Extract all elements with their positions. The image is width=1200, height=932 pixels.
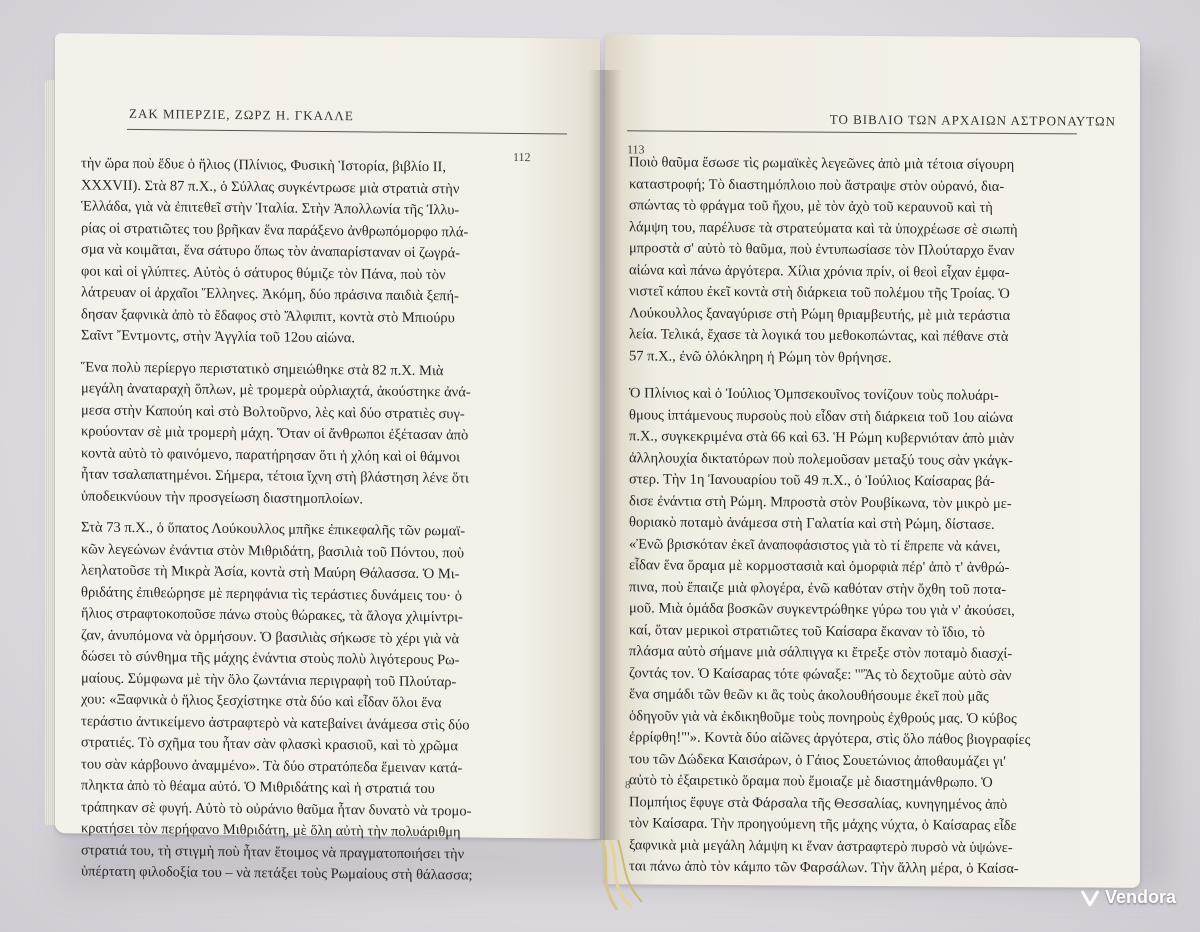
text-line: XXXVII). Στὰ 87 π.Χ., ὁ Σύλλας συγκέντρωσε μιὰ στρατιὰ στὴν [81,176,460,197]
text-line: ἥλιος στραφτοκοποῦσε πάνω στοὺς θώρακες, τὰ ἄλογα χλιμίντρι- [81,605,463,626]
text-line: αἰώνα καὶ πάνω ἀργότερα. Χίλια χρόνια πρίν, οἱ θεοὶ εἶχαν ἐμφα- [629,261,1010,281]
right-header-rule [627,130,1077,134]
text-line: σπώντας τὸ φράγμα τοῦ ἤχου, μὲ τὸν ἀχὸ τοῦ κεραυνοῦ καὶ τὴ [629,197,993,216]
text-line: δισε ἐνάντια στὴ Ρώμη. Μπροστὰ στὸν Ρουβίκωνα, τὸν μικρὸ με- [629,492,1012,512]
text-line: χου: «Ξαφνικὰ ὁ ἥλιος ξεσχίστηκε στὰ δύο καὶ εἶδαν ὅλοι ἕνα [81,691,442,712]
text-line: φοι καὶ οἱ γλύπτες. Αὐτὸς ὁ σάτυρος θύμιζε τὸν Πάνα, ποὺ τὸν [81,262,446,283]
text-line: ἐρρίφθη!"'». Κοντὰ δύο αἰῶνες ἀργότερα, στὶς ὅλο πάθος βιογραφίες [629,729,1031,749]
text-line: ὁδηγοῦν γιὰ νὰ ἐκδικηθοῦμε τοὺς πονηροὺς ἐχθρούς μας. Ὁ κύβος [629,707,1017,727]
text-line: ζοντάς τον. Ὁ Καίσαρας τότε φώναξε: '"Ἂς τὸ δεχτοῦμε αὐτὸ σὰν [629,664,1012,684]
text-line: στρατιά του, τὴ στιγμὴ ποὺ ἦταν ἕτοιμος νὰ πραγματοποιήσει τὴν [81,841,465,862]
ribbon-bookmark [592,840,662,910]
text-line: 57 π.Χ., ἐνῶ ὁλόκληρη ἡ Ρώμη τὸν θρήνησε. [629,347,892,366]
text-line: ἀλληλουχία δικτατόρων ποὺ πολεμοῦσαν μεταξύ τους σὰν γκάγκ- [629,449,1013,469]
text-line: καταστροφή; Τὸ διαστημόπλοιο ποὺ ἄστραψε στὸν οὐρανό, δια- [629,175,1005,195]
paragraph [629,152,1099,370]
text-line: μεσα στὴν Καπούη καὶ στὸ Βολτοῦρνο, λὲς καὶ δύο στρατιὲς συγ- [81,401,465,422]
text-line: ἦταν τσαλαπατημένοι. Σήμερα, τέτοια ἴχνη στὴ βλάστηση λένε ὅτι [81,466,469,487]
left-running-head: ΖΑΚ ΜΠΕΡΖΙΕ, ΖΩΡΖ Η. ΓΚΑΛΛΕ [129,105,354,124]
text-line: θμους ἱπτάμενους πυρσοὺς ποὺ εἶδαν στὴ διάρκεια τοῦ 1ου αἰώνα [629,406,1014,426]
vendora-v-logo-icon [1081,890,1099,906]
text-line: «Ἐνῶ βρισκόταν ἐκεῖ ἀναποφάσιστος γιὰ τὸ τί ἔπρεπε νὰ κάνει, [629,535,1001,555]
text-line: ὑπέρτατη φιλοδοξία του – νὰ πετάξει τοὺς Ρωμαίους στὴ θάλασσα; [81,863,473,884]
text-line: δώσει τὸ σύνθημα τῆς μάχης ἐνάντια στοὺς πολὺ λιγότερους Ρω- [81,648,460,669]
text-line: ἕνα σημάδι τῶν θεῶν κι ἂς τοὺς ἀκολουθήσουμε ἐκεῖ ποὺ μᾶς [629,686,989,705]
book-gutter [588,70,622,840]
text-line: Σαῖντ Ἔντμοντς, στὴν Ἀγγλία τοῦ 12ου αἰώνα. [81,327,355,347]
text-line: τὴν ὥρα ποὺ ἔδυε ὁ ἥλιος (Πλίνιος, Φυσικὴ Ἱστορία, βιβλίο ΙΙ, [81,155,446,176]
left-page-number: 112 [513,149,531,165]
text-line: Λούκουλλος ξαναγύρισε στὴ Ρώμη θριαμβευτής, μὲ μιὰ τεράστια [629,304,1011,324]
text-line: ξαφνικὰ μιὰ μεγάλη λάμψη κι ἕναν ἀστραφτερὸ πυρσὸ νὰ ὑψώνε- [629,836,1013,856]
text-line: ρίας οἱ στρατιῶτες του βρῆκαν ἕνα παράξενο ἀνθρωπόμορφο πλά- [81,219,469,240]
text-line: κρατήσει τὸν περήφανο Μιθριδάτη, μὲ ὅλη αὐτὴ τὴν πολυάριθμη [81,820,461,841]
right-page-text [629,152,1099,891]
text-line: ὑποδεικνύουν τὴν προσγείωση διαστημοπλοίων. [81,487,363,507]
text-line: λάμψη του, παρέλυσε τὰ στρατεύματα καὶ τὰ ὑποχρέωσε σὲ σιωπὴ [629,218,1018,238]
right-running-head: ΤΟ ΒΙΒΛΙΟ ΤΩΝ ΑΡΧΑΙΩΝ ΑΣΤΡΟΝΑΥΤΩΝ [829,111,1116,129]
vendora-watermark [1081,887,1176,908]
paragraph [81,357,551,512]
text-line: τεράστιο ἀντικείμενο ἀστραφτερὸ νὰ κατεβαίνει ἀνάμεσα στὶς δύο [81,712,470,733]
text-line: του τῶν Δώδεκα Καισάρων, ὁ Γάιος Σουετώνιος ἀποθαυμάζει γι' [629,750,1006,770]
text-line: τράπηκαν σὲ φυγή. Αὐτὸ τὸ οὐράνιο θαῦμα ἦταν δυνατὸ νὰ τρομο- [81,798,472,820]
text-line: αὐτὸ τὸ ἐξαιρετικὸ ὅραμα ποὺ ἔμοιαζε μὲ διαστημάνθρωπο. Ὁ [629,772,993,791]
signature-mark: 8 [625,779,631,792]
watermark-text: Vendora [1104,887,1176,907]
text-line: Ἕνα πολὺ περίεργο περιστατικὸ σημειώθηκε στὰ 82 π.Χ. Μιὰ [81,358,444,379]
text-line: Ἑλλάδα, γιὰ νὰ ἐπιτεθεῖ στὴν Ἰταλία. Στὴν Ἀπολλωνία τῆς Ἰλλυ- [81,198,460,219]
text-line: Ὁ Πλίνιος καὶ ὁ Ἰούλιος Ὀμπσεκουῖνος τονίζουν τοὺς πολυάρι- [629,385,999,404]
text-line: λεία. Τελικά, ἔχασε τὰ λογικά του μεθοκοπώντας, καὶ πέθανε στὰ [629,326,1009,345]
text-line: στερ. Τὴν 1η Ἰανουαρίου τοῦ 49 π.Χ., ὁ Ἰούλιος Καίσαρας βά- [629,471,995,490]
text-line: πληκτα ἀπὸ τὸ θέαμα αὐτό. Ὁ Μιθριδάτης καὶ ἡ στρατιά του [81,777,435,798]
text-line: θριδάτης ἐπιθεώρησε μὲ περηφάνια τὶς τεράστιες δυνάμεις του· ὁ [81,583,462,604]
text-line: μεγάλη ἀναταραχὴ ὅπλων, μὲ τρομερὰ οὐρλιαχτά, ἀκούστηκε ἀνά- [81,380,471,401]
text-line: καί, ὅταν μερικοὶ στρατιῶτες τοῦ Καίσαρα ἔκαναν τὸ ἴδιο, τὸ [629,621,985,641]
text-line: θοριακὸ ποταμὸ ἀνάμεσα στὴ Γαλατία καὶ στὴ Ρώμη, δίστασε. [629,514,995,533]
text-line: στρατιές. Τὸ σχῆμα του ἦταν σὰν φλασκὶ κρασιοῦ, καὶ τὸ χρῶμα [81,734,459,755]
left-page [55,33,600,884]
text-line: του σὰν κάρβουνο ἀναμμένο». Τὰ δύο στρατόπεδα ἔμειναν κατά- [81,755,463,776]
text-line: λάτρευαν οἱ ἀρχαῖοι Ἕλληνες. Ἀκόμη, δύο πράσινα παιδιὰ ξεπή- [81,284,459,305]
text-line: ται πάνω ἀπὸ τὸν κάμπο τῶν Φαρσάλων. Τὴν ἄλλη μέρα, ὁ Καίσα- [629,858,1019,878]
left-page-text [81,153,551,897]
text-line: Στὰ 73 π.Χ., ὁ ὕπατος Λούκουλλος μπῆκε ἐπικεφαλῆς τῶν ρωμαϊ- [81,519,466,540]
text-line: εἶδαν ἕνα ὅραμα μὲ κορμοστασιὰ καὶ ὀμορφιὰ πέρ' ἀπὸ τ' ἀνθρώ- [629,557,1010,576]
text-line: νιστεῖ κάπου ἐκεῖ κοντὰ στὴ διάρκεια τοῦ πολέμου τῆς Τροίας. Ὁ [629,283,1010,302]
paragraph [81,517,551,887]
text-line: πλάσμα αὐτὸ σήμανε μιὰ σάλπιγγα κι ἔτρεξε στὸν ποταμὸ διασχί- [629,643,1013,662]
text-line: π.Χ., συγκεκριμένα στὰ 66 καὶ 63. Ἡ Ρώμη κυβερνιόταν ἀπὸ μιὰν [629,428,1015,447]
text-line: σμα νὰ κοιμᾶται, ἕνα σάτυρο ὅπως τὸν ἀναπαρίσταναν οἱ ζωγρά- [81,241,461,262]
left-header-rule [127,129,567,135]
text-line: κῶν λεγεώνων ἐνάντια στὸν Μιθριδάτη, βασιλιὰ τοῦ Πόντου, ποὺ [81,540,465,561]
text-line: Πομπήιος ἔφυγε στὰ Φάρσαλα τῆς Θεσσαλίας, κυνηγημένος ἀπὸ [629,793,1008,813]
text-line: πινα, ποὺ ἔπαιζε μιὰ φλογέρα, ἐνῶ καθόταν στὴν ὄχθη τοῦ ποτα- [629,578,1007,598]
text-line: μοῦ. Μιὰ ὁμάδα βοσκῶν συγκεντρώθηκε γύρω του γιὰ ν' ἀκούσει, [629,600,1015,619]
paragraph [81,153,551,351]
text-line: δησαν ξαφνικὰ ἀπὸ τὸ ἔδαφος στὸ Ἄλφιπιτ, κοντὰ στὸ Μπιούρυ [81,305,455,326]
right-page-number: 113 [627,142,645,157]
text-line: μπροστὰ σ' αὐτὸ τὸ θαῦμα, ποὺ ἐντυπωσίασε τὸν Πλούταρχο ἕναν [629,240,1015,259]
text-line: μαίους. Σύμφωνα μὲ τὴν ὅλο ζωντάνια περιγραφὴ τοῦ Πλούταρ- [81,669,457,690]
right-page [605,34,1140,888]
text-line: Ποιὸ θαῦμα ἔσωσε τὶς ρωμαϊκὲς λεγεῶνες ἀπὸ μιὰ τέτοια σίγουρη [629,154,1015,173]
text-line: λεηλατοῦσε τὴ Μικρὰ Ἀσία, κοντὰ στὴ Μαύρη Θάλασσα. Ὁ Μι- [81,562,460,583]
text-line: ζαν, ἀνυπόμονα νὰ ὁρμήσουν. Ὁ βασιλιὰς σήκωσε τὸ χέρι γιὰ νὰ [81,626,460,647]
text-line: κρούονταν σὲ μιὰ τρομερὴ μάχη. Ὅταν οἱ ἄνθρωποι ἐξέτασαν ἀπὸ [81,423,469,444]
paragraph [629,383,1099,881]
text-line: κοντὰ αὐτὸ τὸ φαινόμενο, παρατήρησαν ὅτι ἡ χλόη καὶ οἱ θάμνοι [81,444,461,465]
text-line: τὸν Καίσαρα. Τὴν προηγούμενη τῆς μάχης νύχτα, ὁ Καίσαρας εἶδε [629,815,1017,835]
